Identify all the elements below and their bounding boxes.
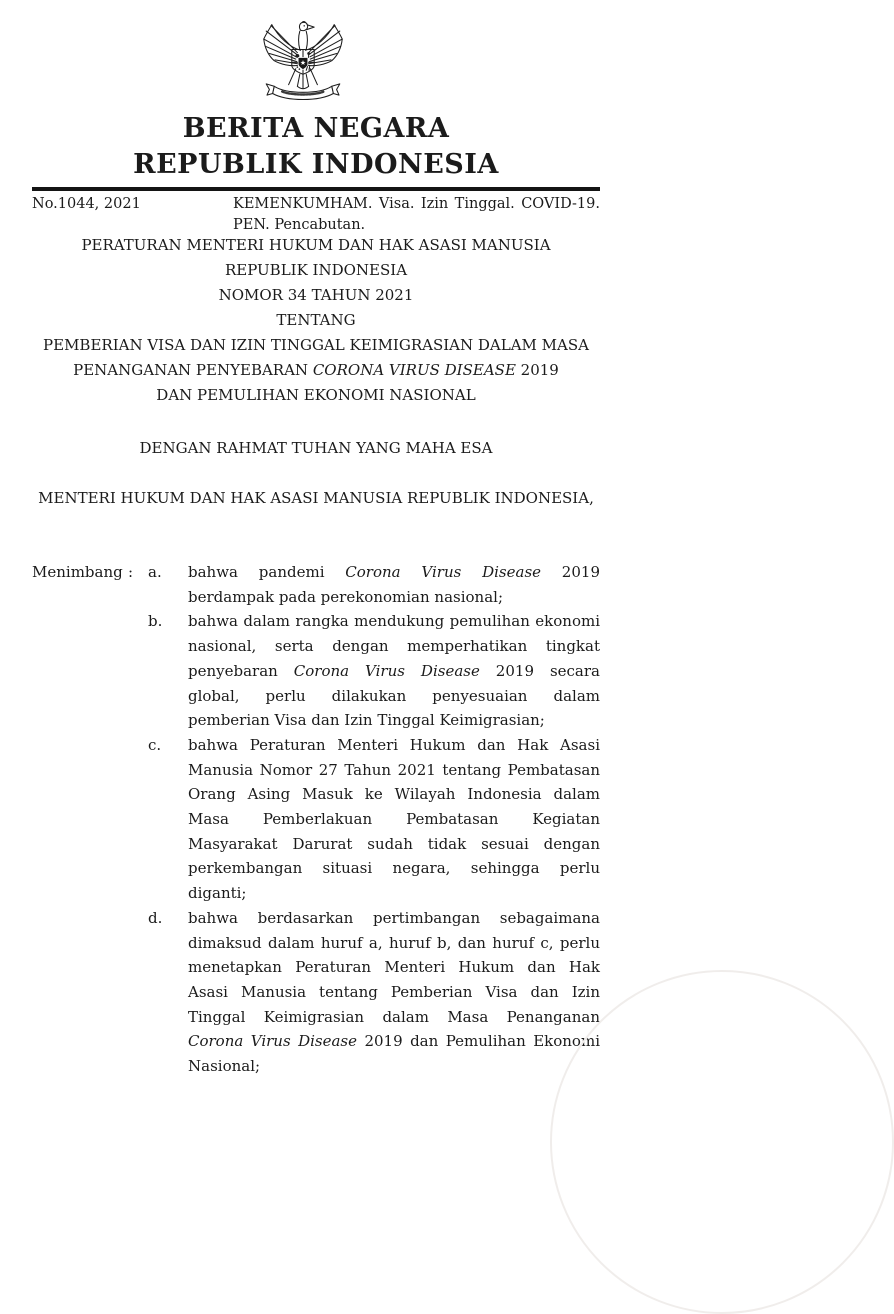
consideration-item-c bbox=[148, 733, 600, 906]
authority-line: MENTERI HUKUM DAN HAK ASASI MANUSIA REPUBLIK INDONESIA, bbox=[38, 489, 594, 507]
item-letter: c. bbox=[148, 735, 162, 754]
garuda-pancasila-emblem bbox=[263, 20, 343, 103]
title-line-1: PERATURAN MENTERI HUKUM DAN HAK ASASI MANUSIA bbox=[81, 236, 551, 254]
consideration-item-d bbox=[148, 906, 600, 1079]
item-letter: a. bbox=[148, 563, 162, 581]
item-letter: d. bbox=[148, 908, 163, 927]
considering-items bbox=[148, 560, 600, 1079]
gazette-number: No.1044, 2021 bbox=[32, 196, 141, 212]
title-line-4: TENTANG bbox=[276, 311, 356, 329]
considering-section bbox=[32, 560, 600, 1079]
item-letter: b. bbox=[148, 612, 163, 631]
item-text: bahwa Peraturan Menteri Hukum dan Hak Asasi Manusia Nomor 27 Tahun 2021 tentang Pembatasan Orang Asing Masuk ke Wilayah Indonesia dalam Masa Pemberlakuan Pembatasan Kegiatan Masyarakat Darurat sudah tidak sesuai dengan perkembangan situasi negara, sehingga perlu diganti; bbox=[188, 735, 600, 903]
item-text: bahwa pandemi Corona Virus Disease 2019 berdampak pada perekonomian nasional; bbox=[188, 563, 600, 606]
regulation-title bbox=[32, 233, 600, 408]
considering-label: Menimbang bbox=[32, 563, 123, 581]
title-line-5: PEMBERIAN VISA DAN IZIN TINGGAL KEIMIGRASIAN DALAM MASA bbox=[43, 336, 589, 354]
title-line-2: REPUBLIK INDONESIA bbox=[224, 261, 408, 279]
page-curl-arc bbox=[550, 970, 894, 1314]
masthead-line1: BERITA NEGARA bbox=[182, 113, 450, 144]
item-text: bahwa berdasarkan pertimbangan sebagaimana dimaksud dalam huruf a, huruf b, dan huruf c, perlu menetapkan Peraturan Menteri Hukum dan Hak Asasi Manusia tentang Pemberian Visa dan Izin Tinggal Keimigrasian dalam Masa Penanganan Corona Virus Disease 2019 dan Pemulihan Ekonomi Nasional; bbox=[188, 908, 600, 1076]
masthead-line2: REPUBLIK INDONESIA bbox=[133, 149, 499, 180]
gazette-subject-line1: KEMENKUMHAM. Visa. Izin Tinggal. COVID-19. bbox=[233, 196, 600, 212]
title-line-6: PENANGANAN PENYEBARAN CORONA VIRUS DISEASE 2019 bbox=[73, 361, 559, 379]
consideration-item-a bbox=[148, 560, 600, 609]
considering-colon: : bbox=[128, 563, 134, 581]
invocation-line: DENGAN RAHMAT TUHAN YANG MAHA ESA bbox=[139, 439, 493, 457]
header-rule bbox=[32, 187, 600, 191]
title-line-7: DAN PEMULIHAN EKONOMI NASIONAL bbox=[156, 386, 476, 404]
gazette-meta bbox=[32, 194, 600, 236]
gazette-subject bbox=[233, 194, 600, 236]
title-line-3: NOMOR 34 TAHUN 2021 bbox=[218, 286, 414, 304]
item-text: bahwa dalam rangka mendukung pemulihan ekonomi nasional, serta dengan memperhatikan tingkat penyebaran Corona Virus Disease 2019 secara global, perlu dilakukan penyesuaian dalam pemberian Visa dan Izin Tinggal Keimigrasian; bbox=[188, 612, 600, 730]
masthead bbox=[32, 111, 600, 183]
gazette-subject-line2: PEN. Pencabutan. bbox=[233, 217, 366, 233]
consideration-item-b bbox=[148, 609, 600, 733]
